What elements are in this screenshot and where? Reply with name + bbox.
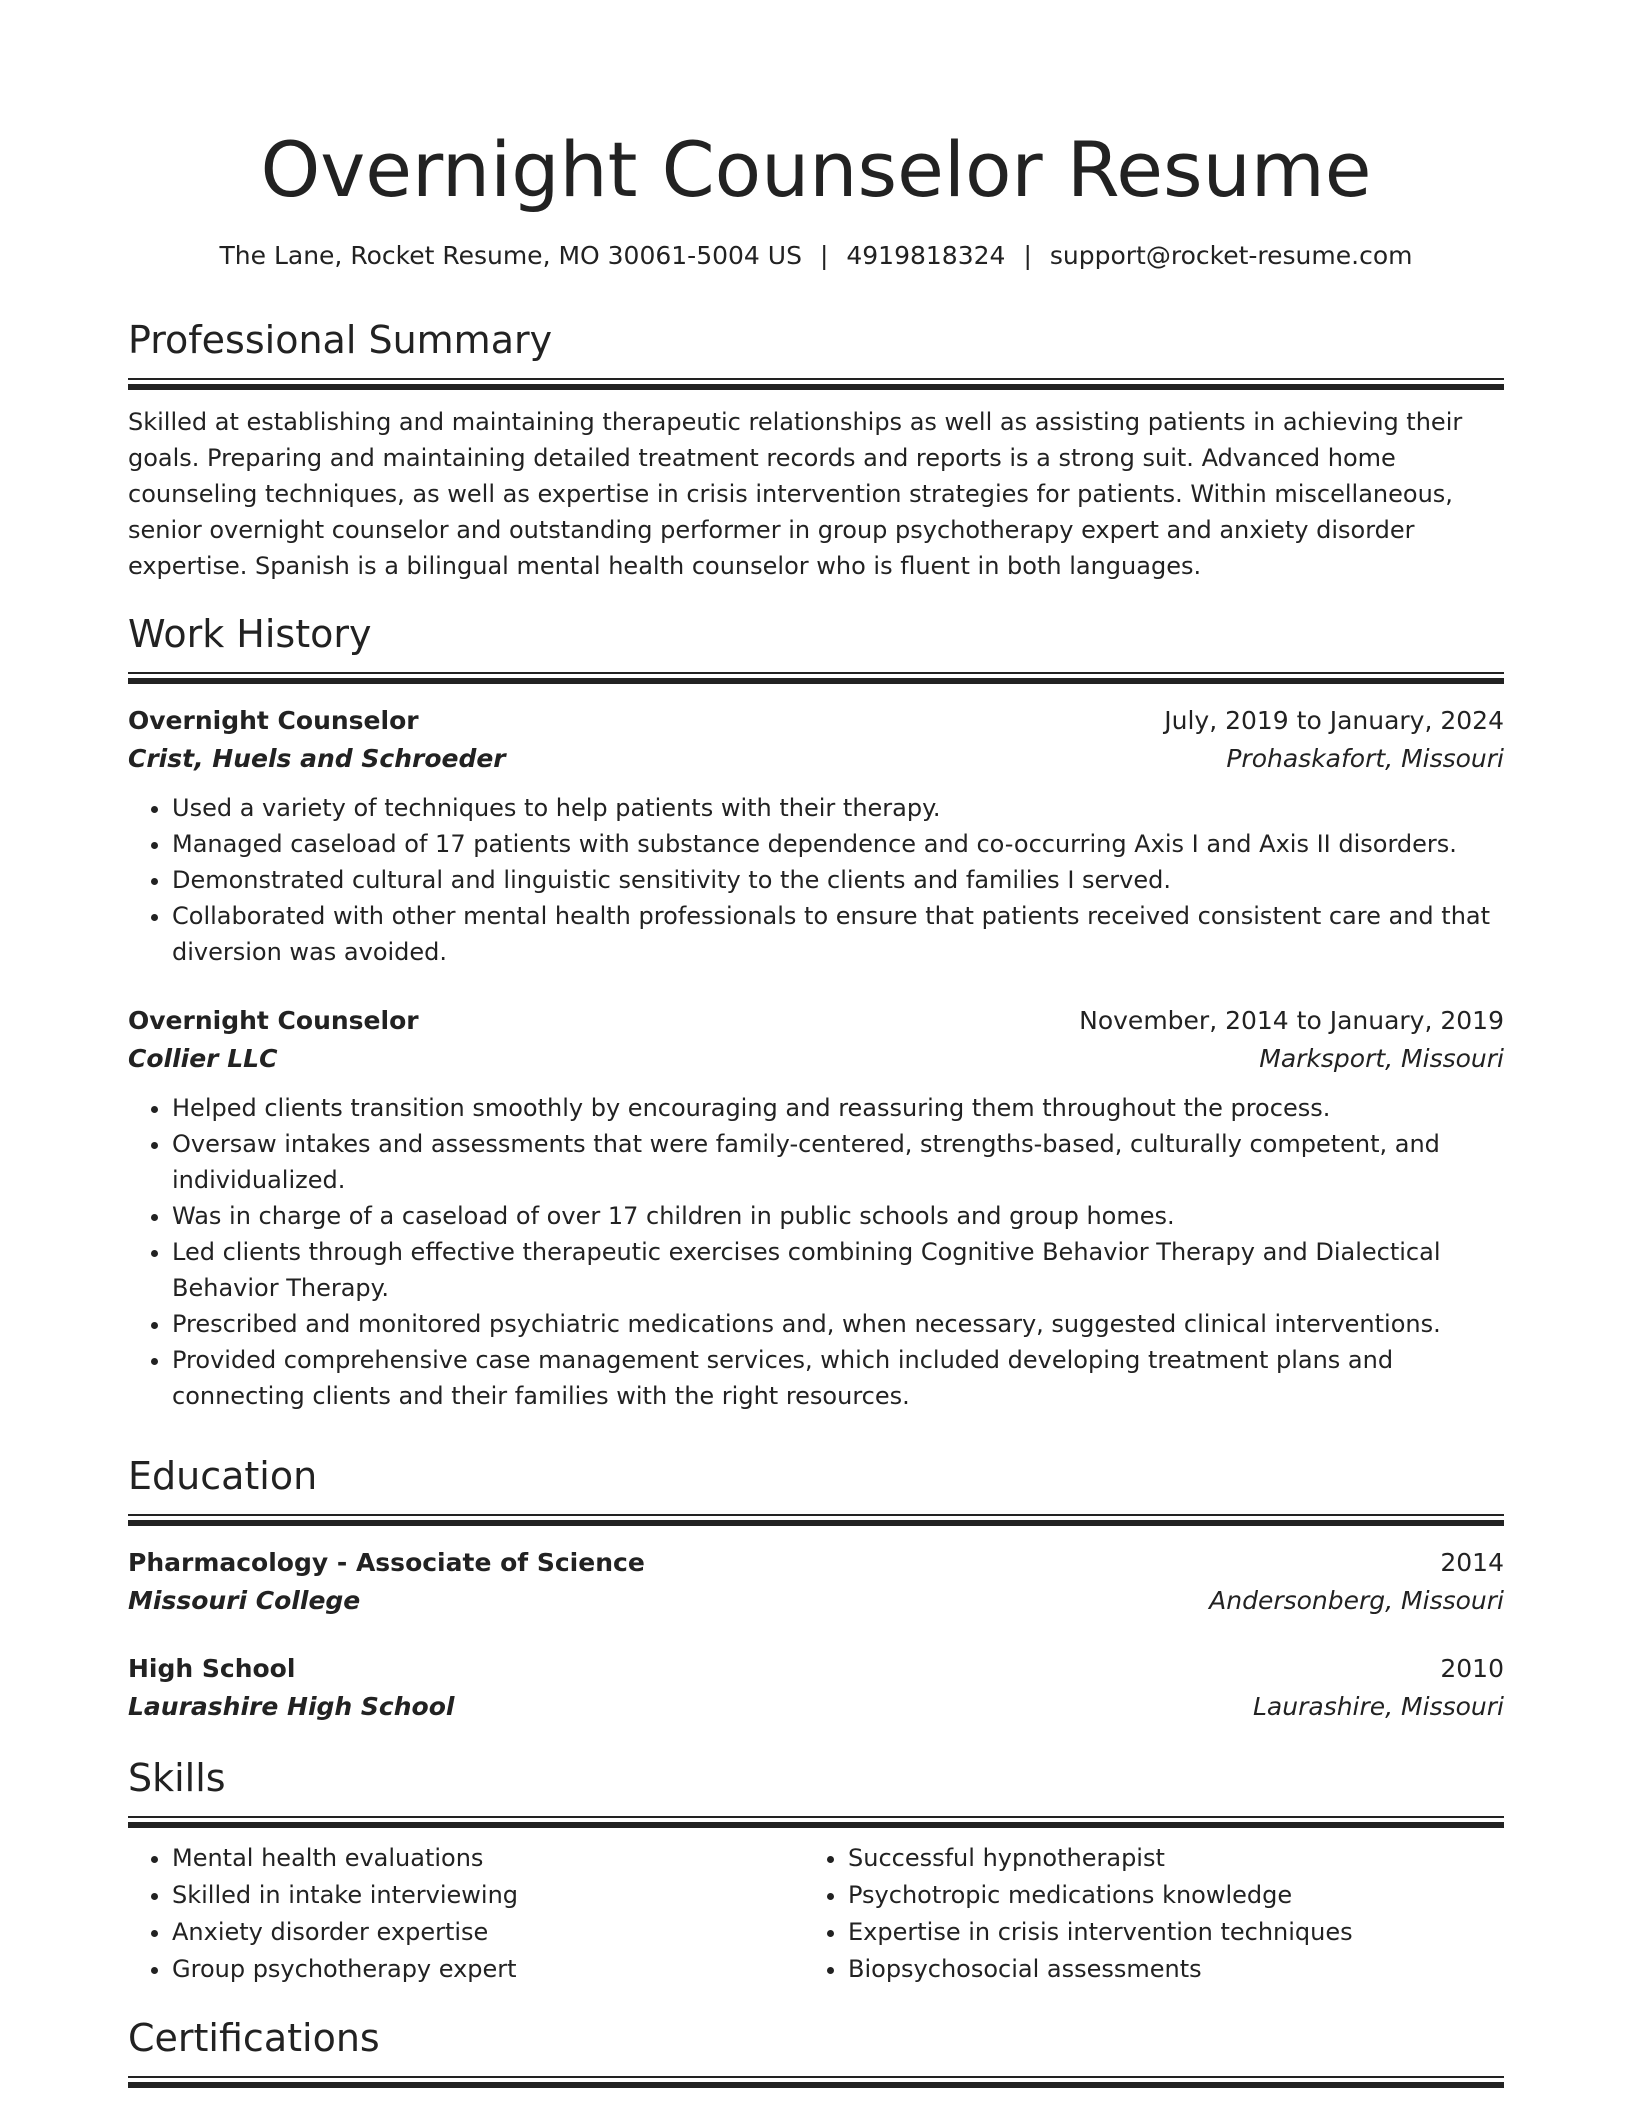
education-section — [128, 1450, 1504, 1726]
summary-section — [128, 314, 1504, 584]
contact-address: The Lane, Rocket Resume, MO 30061-5004 US — [219, 241, 802, 270]
contact-separator: | — [819, 241, 829, 270]
education-degree: High School — [128, 1654, 296, 1683]
certifications-section — [128, 2012, 1504, 2088]
job-bullets — [128, 1090, 1504, 1414]
skill-item: • Biopsychosocial assessments — [848, 1951, 1480, 1988]
education-location: Andersonberg, Missouri — [1209, 1586, 1504, 1615]
skill-item: • Successful hypnotherapist — [848, 1840, 1480, 1877]
resume-title: Overnight Counselor Resume — [260, 125, 1372, 214]
job-location: Prohaskafort, Missouri — [1226, 744, 1504, 773]
skill-item: • Mental health evaluations — [172, 1840, 804, 1877]
skill-item: • Skilled in intake interviewing — [172, 1877, 804, 1914]
job-bullet: • Prescribed and monitored psychiatric medications and, when necessary, suggested clinical interventions. — [172, 1306, 1504, 1342]
contact-phone: 4919818324 — [846, 241, 1006, 270]
job-bullet: • Managed caseload of 17 patients with substance dependence and co-occurring Axis I and Axis II disorders. — [172, 826, 1504, 862]
job-bullet: • Oversaw intakes and assessments that were family-centered, strengths-based, culturally competent, and individualized. — [172, 1126, 1504, 1198]
job-bullet: • Used a variety of techniques to help patients with their therapy. — [172, 790, 1504, 826]
section-title-skills: Skills — [128, 1756, 226, 1800]
section-title-education: Education — [128, 1454, 318, 1498]
job-bullet: • Provided comprehensive case management services, which included developing treatment plans and connecting clients and their families with the right resources. — [172, 1342, 1504, 1414]
skill-item: • Psychotropic medications knowledge — [848, 1877, 1480, 1914]
skill-item: • Anxiety disorder expertise — [172, 1914, 804, 1951]
job-entry — [128, 1002, 1504, 1414]
contact-email: support@rocket-resume.com — [1049, 241, 1413, 270]
education-school: Missouri College — [128, 1586, 361, 1615]
job-role: Overnight Counselor — [128, 1006, 419, 1035]
job-bullets — [128, 790, 1504, 970]
education-entry — [128, 1544, 1504, 1620]
section-divider — [128, 1514, 1504, 1526]
section-divider — [128, 672, 1504, 684]
job-location: Marksport, Missouri — [1259, 1044, 1504, 1073]
section-divider — [128, 2076, 1504, 2088]
skill-item: • Expertise in crisis intervention techniques — [848, 1914, 1480, 1951]
skills-column-right — [804, 1840, 1480, 1988]
skills-list — [128, 1840, 1504, 1988]
job-entry — [128, 702, 1504, 970]
job-bullet: • Demonstrated cultural and linguistic sensitivity to the clients and families I served. — [172, 862, 1504, 898]
section-divider — [128, 378, 1504, 390]
education-year: 2010 — [1440, 1654, 1504, 1683]
job-bullet: • Led clients through effective therapeutic exercises combining Cognitive Behavior Therapy and Dialectical Behavior Therapy. — [172, 1234, 1504, 1306]
job-company: Crist, Huels and Schroeder — [128, 744, 506, 773]
education-year: 2014 — [1440, 1548, 1504, 1577]
section-title-work-history: Work History — [128, 612, 372, 656]
education-entry — [128, 1650, 1504, 1726]
job-dates: July, 2019 to January, 2024 — [1164, 706, 1504, 735]
contact-line — [128, 236, 1504, 276]
section-divider — [128, 1816, 1504, 1828]
skill-item: • Group psychotherapy expert — [172, 1951, 804, 1988]
job-bullet: • Helped clients transition smoothly by encouraging and reassuring them throughout the process. — [172, 1090, 1504, 1126]
education-location: Laurashire, Missouri — [1253, 1692, 1504, 1721]
job-bullet: • Was in charge of a caseload of over 17 children in public schools and group homes. — [172, 1198, 1504, 1234]
education-degree: Pharmacology - Associate of Science — [128, 1548, 645, 1577]
work-history-section — [128, 608, 1504, 1414]
job-role: Overnight Counselor — [128, 706, 419, 735]
job-dates: November, 2014 to January, 2019 — [1079, 1006, 1504, 1035]
summary-text: Skilled at establishing and maintaining therapeutic relationships as well as assisting patients in achieving their goals. Preparing and maintaining detailed treatment records and reports is a strong suit. Advanced home counseling techniques, as well as expertise in crisis intervention strategies for patients. Within miscellaneous, senior overnight counselor and outstanding performer in group psychotherapy expert and anxiety disorder expertise. Spanish is a bilingual mental health counselor who is fluent in both languages. — [128, 408, 1463, 580]
skills-column-left — [128, 1840, 804, 1988]
job-company: Collier LLC — [128, 1044, 278, 1073]
education-school: Laurashire High School — [128, 1692, 455, 1721]
contact-separator: | — [1023, 241, 1032, 270]
job-bullet: • Collaborated with other mental health professionals to ensure that patients received consistent care and that diversion was avoided. — [172, 898, 1504, 970]
section-title-certifications: Certifications — [128, 2016, 380, 2060]
section-title-summary: Professional Summary — [128, 318, 553, 362]
skills-section — [128, 1752, 1504, 1988]
